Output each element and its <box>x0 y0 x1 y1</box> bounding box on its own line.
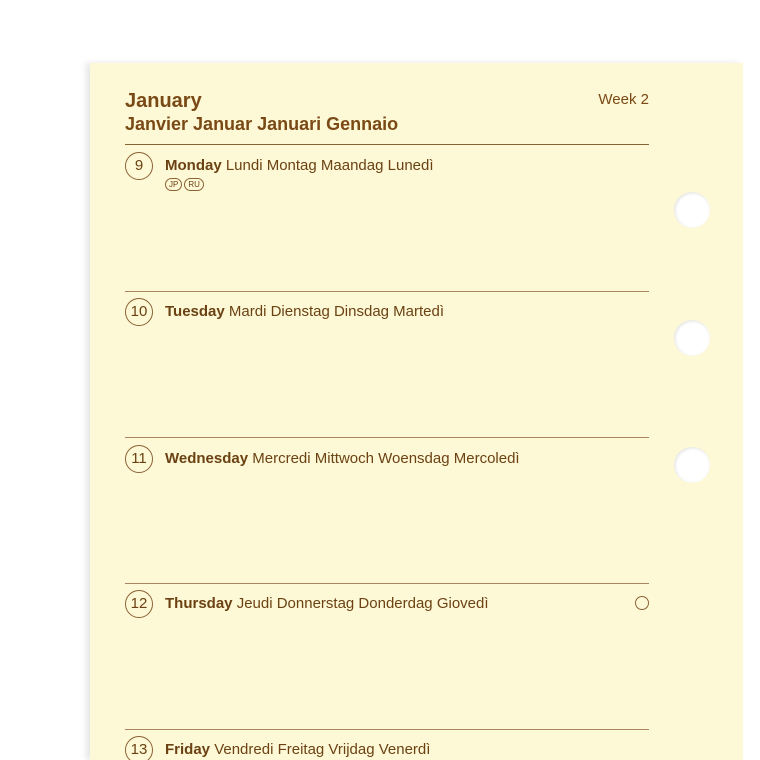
week-label: Week 2 <box>598 91 649 108</box>
month-translations: Janvier Januar Januari Gennaio <box>125 114 399 134</box>
day-name: Tuesday <box>165 303 225 320</box>
day-entry-friday[interactable] <box>125 736 649 760</box>
day-entry-monday[interactable] <box>125 152 649 189</box>
day-name: Thursday <box>165 595 233 612</box>
day-translations: Lundi Montag Maandag Lunedì <box>225 157 434 174</box>
planner-page <box>90 63 743 760</box>
day-translations: Mardi Dienstag Dinsdag Martedì <box>228 303 445 320</box>
binder-hole <box>674 192 710 228</box>
holiday-badge-ru: RU <box>184 178 204 191</box>
day-number: 13 <box>125 736 153 760</box>
day-label <box>165 303 444 320</box>
day-number: 11 <box>125 445 153 473</box>
day-number: 9 <box>125 152 153 180</box>
day-number: 10 <box>125 298 153 326</box>
day-label <box>165 157 434 174</box>
day-translations: Mercredi Mittwoch Woensdag Mercoledì <box>252 450 520 467</box>
full-moon-icon <box>635 596 649 610</box>
binder-hole <box>674 320 710 356</box>
day-name: Monday <box>165 157 222 174</box>
day-translations: Jeudi Donnerstag Donderdag Giovedì <box>236 595 489 612</box>
day-rule <box>125 291 649 292</box>
day-rule <box>125 583 649 584</box>
day-entry-tuesday[interactable] <box>125 298 649 328</box>
holiday-badge-jp: JP <box>165 178 182 191</box>
day-label <box>165 450 520 467</box>
day-entry-wednesday[interactable] <box>125 445 649 475</box>
day-rule <box>125 437 649 438</box>
day-number: 12 <box>125 590 153 618</box>
day-label <box>165 595 489 612</box>
day-name: Wednesday <box>165 450 249 467</box>
page-header <box>125 89 649 135</box>
binder-hole <box>674 447 710 483</box>
day-rule <box>125 729 649 730</box>
month-title: January <box>125 90 202 112</box>
holiday-markers <box>165 178 204 191</box>
day-entry-thursday[interactable] <box>125 590 649 620</box>
day-name: Friday <box>165 741 211 758</box>
day-translations: Vendredi Freitag Vrijdag Venerdì <box>214 741 431 758</box>
day-label <box>165 741 430 758</box>
header-rule <box>125 144 649 145</box>
